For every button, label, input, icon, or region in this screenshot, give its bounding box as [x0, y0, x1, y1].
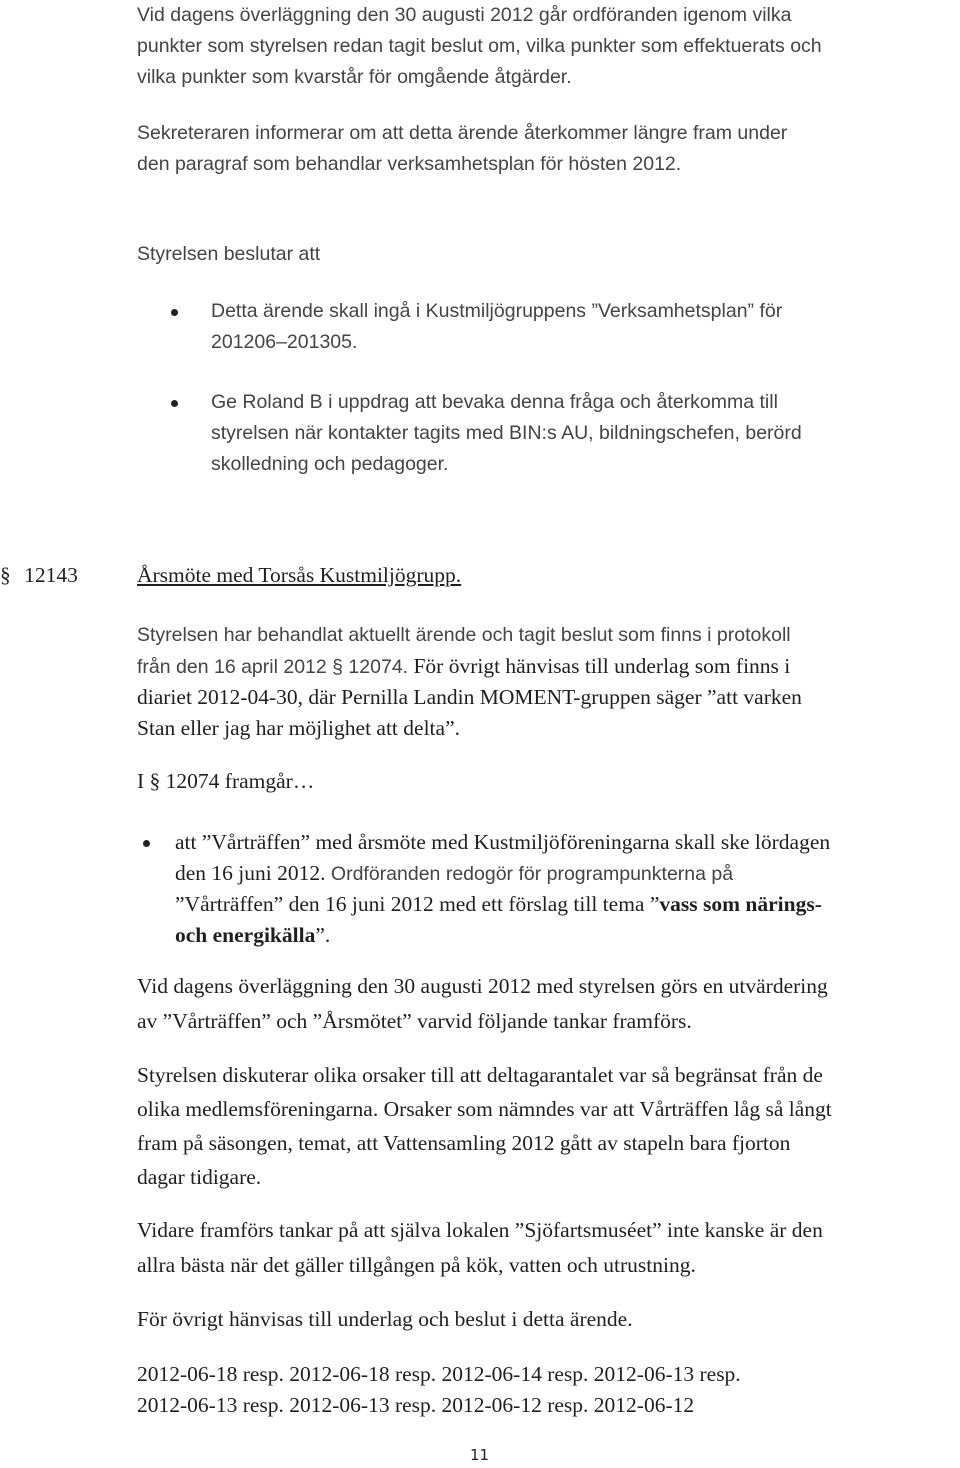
text-line: 201206–201305.: [211, 331, 358, 353]
bullet-icon: [171, 309, 178, 316]
text-line: allra bästa när det gäller tillgången på kök, vatten och utrustning.: [137, 1253, 696, 1277]
text-line: vilka punkter som kvarstår för omgående åtgärder.: [137, 66, 572, 88]
text-line: Detta ärende skall ingå i Kustmiljögruppens ”Verksamhetsplan” för: [211, 300, 783, 322]
decision-bullet-1: [211, 296, 782, 358]
text-line: Vid dagens överläggning den 30 augusti 2012 med styrelsen görs en utvärdering: [137, 974, 828, 998]
text-line: Styrelsen diskuterar olika orsaker till att deltagarantalet var så begränsat från de: [137, 1063, 823, 1087]
text-line: styrelsen när kontakter tagits med BIN:s AU, bildningschefen, berörd: [211, 422, 802, 444]
paragraph-evaluation: [137, 971, 828, 1037]
text-line: punkter som styrelsen redan tagit beslut om, vilka punkter som effektuerats och: [137, 35, 822, 57]
section-mark: §: [0, 563, 11, 587]
section-number: 12143: [24, 563, 78, 587]
paragraph-secretary: [137, 118, 787, 180]
text-line: att ”Vårträffen” med årsmöte med Kustmiljöföreningarna skall ske lördagen: [175, 830, 831, 854]
bullet-icon: [171, 400, 178, 407]
decision-bullet-2: [211, 387, 802, 480]
text-line: från den 16 april 2012 § 12074. För övrigt hänvisas till underlag som finns i: [137, 654, 791, 678]
paragraph-reference: I § 12074 framgår…: [137, 769, 315, 793]
section-title: Årsmöte med Torsås Kustmiljögrupp.: [137, 563, 462, 587]
text-line: av ”Vårträffen” och ”Årsmötet” varvid följande tankar framförs.: [137, 1009, 692, 1033]
section-heading: [0, 560, 78, 591]
text-line: skolledning och pedagoger.: [211, 453, 449, 475]
paragraph-reference-docs: För övrigt hänvisas till underlag och beslut i detta ärende.: [137, 1307, 633, 1331]
paragraph-intro: [137, 0, 822, 93]
text-line: Ge Roland B i uppdrag att bevaka denna fråga och återkomma till: [211, 391, 778, 413]
text-line: 2012-06-13 resp. 2012-06-13 resp. 2012-06-12 resp. 2012-06-12: [137, 1393, 695, 1417]
text-line: Sekreteraren informerar om att detta ärende återkommer längre fram under: [137, 122, 788, 144]
paragraph-venue: [137, 1215, 823, 1281]
text-line: och energikälla”.: [175, 923, 331, 947]
text-line: Styrelsen har behandlat aktuellt ärende och tagit beslut som finns i protokoll: [137, 624, 791, 646]
section-mark: §: [332, 656, 344, 678]
paragraph-meeting: [137, 620, 802, 744]
paragraph-discussion: [137, 1060, 832, 1193]
text-line: Vidare framförs tankar på att själva lokalen ”Sjöfartsmuséet” inte kanske är den: [137, 1218, 823, 1242]
text-line: Vid dagens överläggning den 30 augusti 2012 går ordföranden igenom vilka: [137, 4, 792, 26]
page-number: 11: [470, 1446, 490, 1464]
text-line: fram på säsongen, temat, att Vattensamling 2012 gått av stapeln bara fjorton: [137, 1131, 791, 1155]
spring-meeting-bullet: [175, 827, 830, 951]
section-mark: §: [149, 769, 161, 793]
paragraph-dates: [137, 1359, 741, 1421]
text-line: dagar tidigare.: [137, 1165, 262, 1189]
text-line: den 16 juni 2012. Ordföranden redogör för programpunkterna på: [175, 861, 734, 885]
bullet-icon: [143, 840, 150, 847]
text-line: 2012-06-18 resp. 2012-06-18 resp. 2012-06-14 resp. 2012-06-13 resp.: [137, 1362, 741, 1386]
text-line: olika medlemsföreningarna. Orsaker som nämndes var att Vårträffen låg så långt: [137, 1097, 832, 1121]
text-line: Stan eller jag har möjlighet att delta”.: [137, 716, 460, 740]
text-line: ”Vårträffen” den 16 juni 2012 med ett förslag till tema ”vass som närings-: [175, 892, 822, 916]
text-line: den paragraf som behandlar verksamhetsplan för hösten 2012.: [137, 153, 682, 175]
decision-heading: Styrelsen beslutar att: [137, 243, 321, 265]
text-line: diariet 2012-04-30, där Pernilla Landin MOMENT-gruppen säger ”att varken: [137, 685, 802, 709]
